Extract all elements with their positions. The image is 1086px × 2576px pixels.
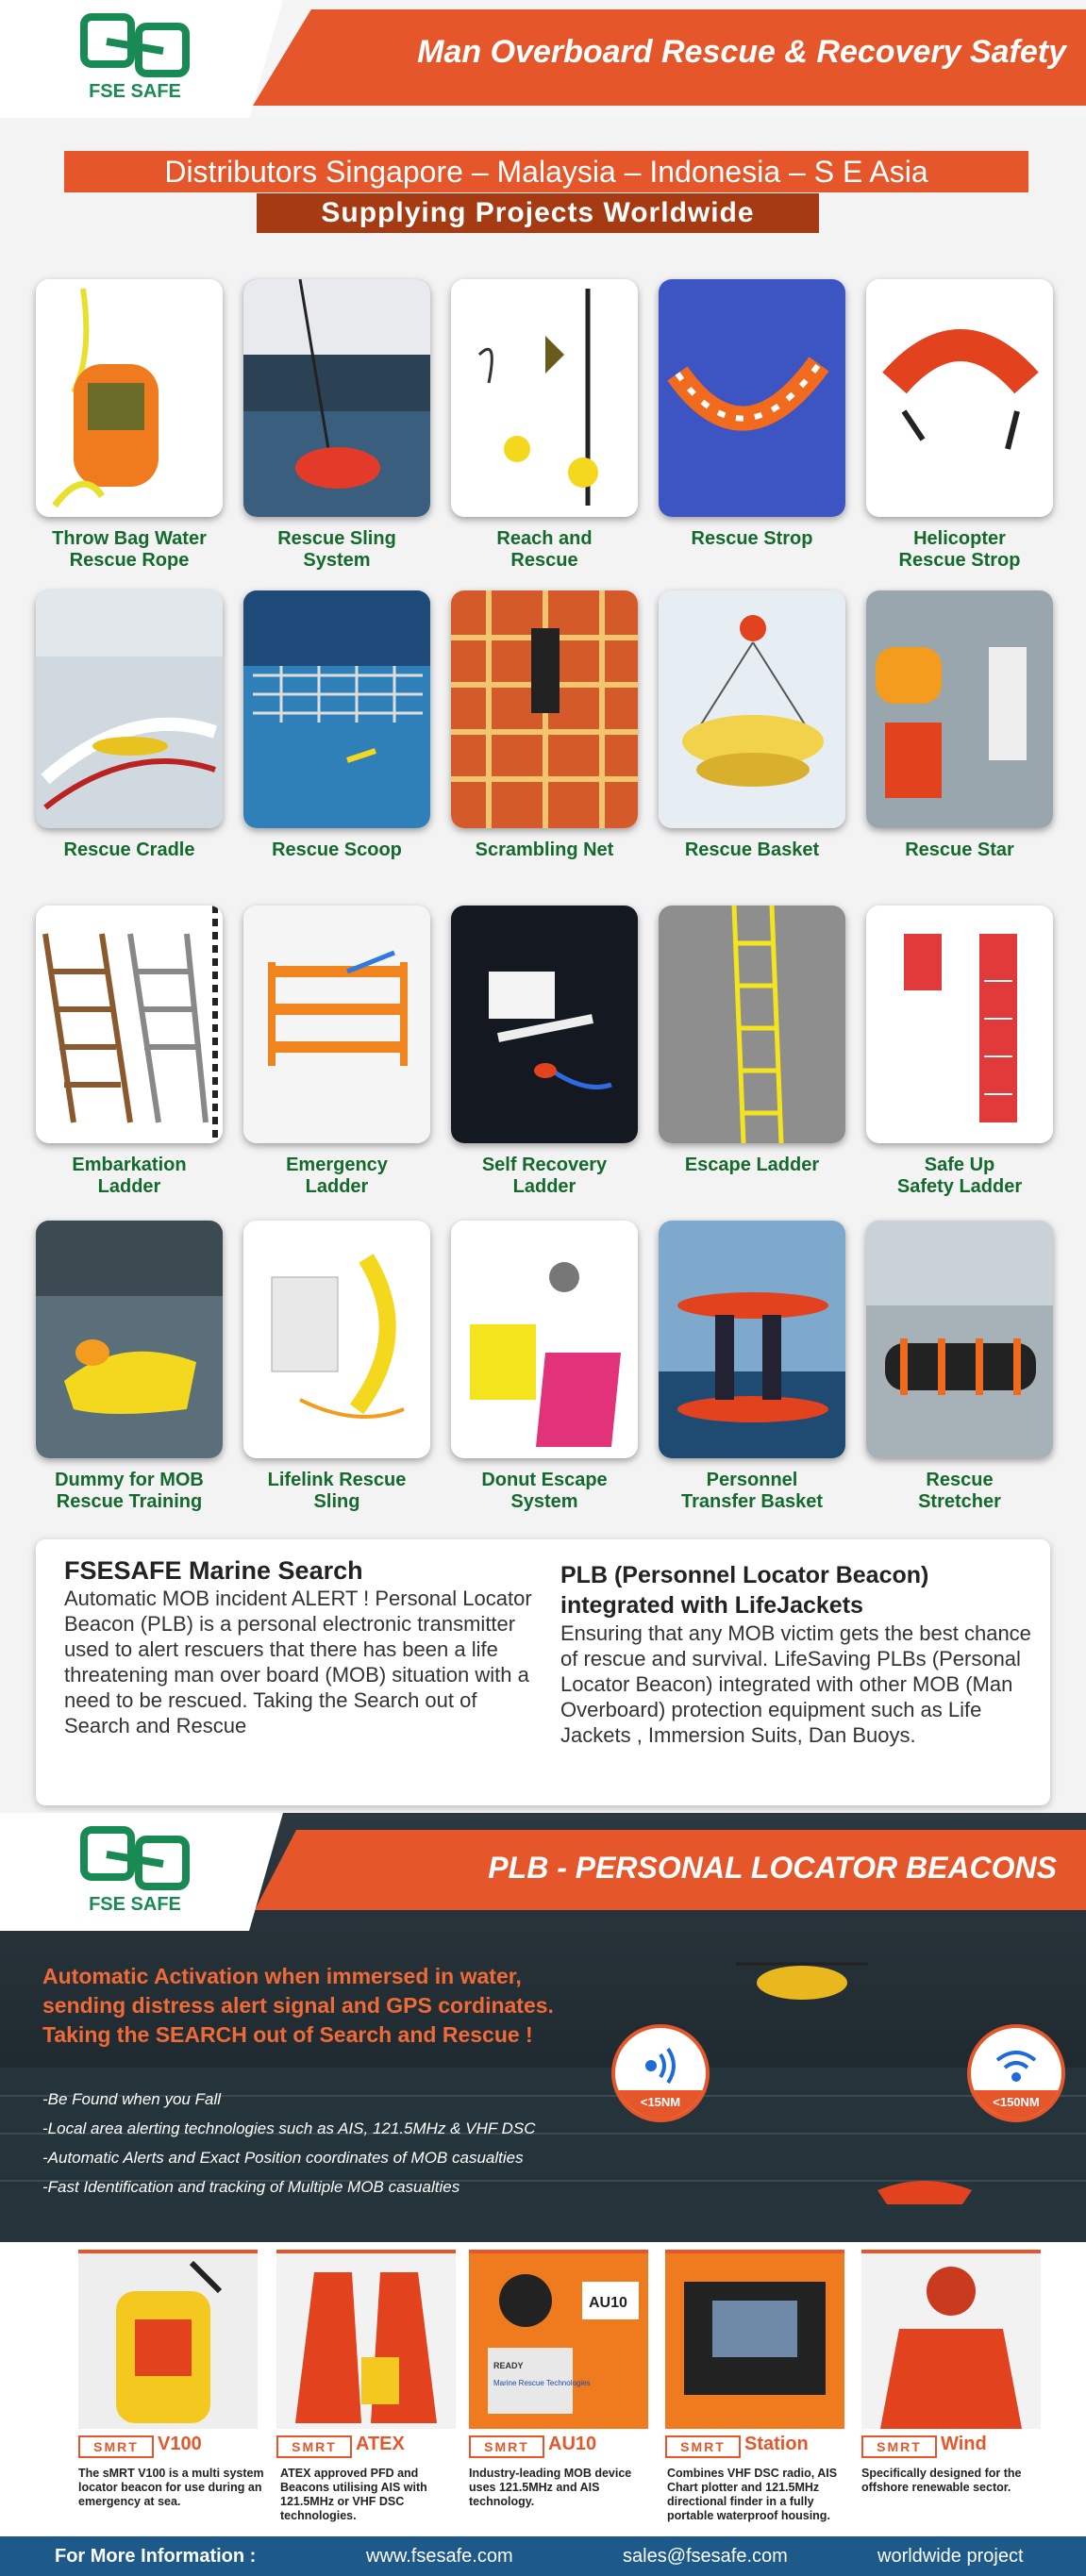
smrt-logo: SMRT xyxy=(861,2435,937,2458)
product-card-rescue-basket[interactable] xyxy=(659,590,845,828)
page-title: Man Overboard Rescue & Recovery Safety xyxy=(417,34,1066,70)
rescue-scoop-image xyxy=(243,590,430,828)
scrambling-net-image xyxy=(451,590,638,828)
caption-rescue-strop: Rescue Strop xyxy=(691,528,813,549)
emergency-ladder-image xyxy=(243,906,430,1143)
embarkation-ladder-image xyxy=(36,906,223,1143)
product-card-emergency-ladder[interactable] xyxy=(243,906,430,1143)
au10-tag-text: AU10 xyxy=(589,2295,627,2311)
bullet-item: -Automatic Alerts and Exact Position coordinates of MOB casualties xyxy=(42,2149,524,2167)
smrt-v100-label xyxy=(78,2435,267,2460)
bullet-item: -Local area alerting technologies such as AIS, 121.5MHz & VHF DSC xyxy=(42,2119,536,2137)
range-badge-short-label: <15NM xyxy=(615,2090,706,2119)
product-card-donut-escape[interactable] xyxy=(451,1221,638,1458)
plb-info-block xyxy=(560,1560,1032,1748)
product-card-scrambling-net[interactable] xyxy=(451,590,638,828)
logo-text: FSE SAFE xyxy=(89,1894,181,1915)
product-card-safe-up-ladder[interactable] xyxy=(866,906,1053,1143)
bullet-item: -Fast Identification and tracking of Multiple MOB casualties xyxy=(42,2178,460,2196)
lifelink-sling-image xyxy=(243,1221,430,1458)
smrt-v100-image[interactable] xyxy=(78,2250,258,2429)
activation-text xyxy=(42,1962,599,2050)
smrt-logo: SMRT xyxy=(276,2435,352,2458)
smrt-station-desc: Combines VHF DSC radio, AIS Chart plotter and 121.5MHz directional finder in a fully portable waterproof housing. xyxy=(667,2467,838,2522)
product-card-rescue-cradle[interactable] xyxy=(36,590,223,828)
caption-scrambling-net: Scrambling Net xyxy=(475,839,614,860)
supplying-banner: Supplying Projects Worldwide xyxy=(257,193,819,233)
product-card-rescue-stretcher[interactable] xyxy=(866,1221,1053,1458)
signal-waves-icon xyxy=(615,2028,706,2094)
caption-self-recovery-ladder: Self Recovery Ladder xyxy=(481,1155,608,1197)
footer-website-link[interactable]: www.fsesafe.com xyxy=(366,2546,513,2567)
caption-throw-bag: Throw Bag Water Rescue Rope xyxy=(52,528,207,571)
product-name: V100 xyxy=(158,2434,202,2454)
caption-embarkation-ladder: Embarkation Ladder xyxy=(72,1155,187,1197)
caption-rescue-sling: Rescue Sling System xyxy=(277,528,396,571)
product-card-throw-bag[interactable] xyxy=(36,279,223,517)
smrt-logo: SMRT xyxy=(665,2435,741,2458)
activation-line-2: sending distress alert signal and GPS cordinates. xyxy=(42,1993,554,2018)
caption-rescue-basket: Rescue Basket xyxy=(684,839,820,860)
plb-bullets xyxy=(42,2085,571,2202)
caption-helicopter-strop: Helicopter Rescue Strop xyxy=(898,528,1021,571)
reach-rescue-image xyxy=(451,279,638,517)
rescue-basket-image xyxy=(659,590,845,828)
caption-escape-ladder: Escape Ladder xyxy=(684,1155,820,1175)
caption-lifelink-sling: Lifelink Rescue Sling xyxy=(267,1470,407,1512)
marine-search-block xyxy=(64,1556,536,1738)
smrt-atex-desc: ATEX approved PFD and Beacons utilising AIS with 121.5MHz or VHF DSC technologies. xyxy=(280,2467,427,2522)
product-card-rescue-strop[interactable] xyxy=(659,279,845,517)
escape-ladder-image xyxy=(659,906,845,1143)
smrt-au10-desc: Industry-leading MOB device uses 121.5MHz and AIS technology. xyxy=(469,2467,632,2508)
smrt-wind-desc: Specifically designed for the offshore renewable sector. xyxy=(861,2467,1022,2494)
logo-text: FSE SAFE xyxy=(89,81,181,102)
au10-ready-text: READY xyxy=(493,2361,524,2370)
personnel-transfer-image xyxy=(659,1221,845,1458)
footer xyxy=(0,2536,1086,2576)
product-name: ATEX xyxy=(356,2434,405,2454)
marine-search-body: Automatic MOB incident ALERT ! Personal Locator Beacon (PLB) is a personal electronic transmitter used to alert rescuers that there has been a life threatening man over board (MOB) situation with a need to be rescued. Taking the Search out of Search and Rescue xyxy=(64,1587,532,1737)
helicopter-strop-image xyxy=(866,279,1053,517)
logo-mark-icon xyxy=(78,1826,192,1892)
smrt-v100-desc: The sMRT V100 is a multi system locator beacon for use during an emergency at sea. xyxy=(78,2467,264,2508)
rescue-stretcher-image xyxy=(866,1221,1053,1458)
plb-info-heading: PLB (Personnel Locator Beacon) integrated with LifeJackets xyxy=(560,1562,929,1619)
product-card-rescue-star[interactable] xyxy=(866,590,1053,828)
smrt-station-image[interactable] xyxy=(665,2250,844,2429)
range-badge-long-label: <150NM xyxy=(971,2090,1061,2119)
plb-info-body: Ensuring that any MOB victim gets the best chance of rescue and survival. LifeSaving PLBs (Personal Locator Beacon) integrated with other MOB (Man Overboard) protection equipment such as Life Jackets , Immersion Suits, Dan Buoys. xyxy=(560,1621,1031,1747)
smrt-au10-image[interactable] xyxy=(469,2250,648,2429)
smrt-atex-image[interactable] xyxy=(276,2250,456,2429)
caption-rescue-cradle: Rescue Cradle xyxy=(63,839,195,860)
footer-more-info: For More Information : xyxy=(55,2546,257,2567)
throw-bag-image xyxy=(36,279,223,517)
wifi-signal-icon xyxy=(971,2028,1061,2094)
caption-rescue-star: Rescue Star xyxy=(905,839,1014,860)
footer-worldwide: worldwide project xyxy=(877,2546,1024,2567)
caption-reach-rescue: Reach and Rescue xyxy=(496,528,593,571)
smrt-wind-label xyxy=(861,2435,1050,2460)
atex-vest-image xyxy=(276,2253,456,2429)
smrt-wind-image[interactable] xyxy=(861,2250,1041,2429)
caption-rescue-stretcher: Rescue Stretcher xyxy=(918,1470,1001,1512)
activation-line-1: Automatic Activation when immersed in water, xyxy=(42,1964,522,1988)
product-card-embarkation-ladder[interactable] xyxy=(36,906,223,1143)
product-name: Station xyxy=(744,2434,809,2454)
info-box xyxy=(36,1539,1050,1805)
product-name: Wind xyxy=(941,2434,987,2454)
marine-search-heading: FSESAFE Marine Search xyxy=(64,1556,363,1585)
footer-email-link[interactable]: sales@fsesafe.com xyxy=(623,2546,788,2567)
product-card-rescue-sling[interactable] xyxy=(243,279,430,517)
station-case-image xyxy=(665,2253,844,2429)
distributors-banner: Distributors Singapore – Malaysia – Indonesia – S E Asia xyxy=(64,151,1028,192)
rescue-star-image xyxy=(866,590,1053,828)
product-card-lifelink-sling[interactable] xyxy=(243,1221,430,1458)
product-card-rescue-scoop[interactable] xyxy=(243,590,430,828)
smrt-atex-label xyxy=(276,2435,465,2460)
v100-device-image xyxy=(78,2253,258,2429)
dummy-mob-image xyxy=(36,1221,223,1458)
caption-safe-up-ladder: Safe Up Safety Ladder xyxy=(896,1155,1023,1197)
rescue-strop-image xyxy=(659,279,845,517)
safe-up-ladder-image xyxy=(866,906,1053,1143)
product-card-self-recovery-ladder[interactable] xyxy=(451,906,638,1143)
au10-device-image xyxy=(469,2253,648,2429)
caption-dummy-mob: Dummy for MOB Rescue Training xyxy=(55,1470,204,1512)
caption-emergency-ladder: Emergency Ladder xyxy=(286,1155,388,1197)
product-card-dummy-mob[interactable] xyxy=(36,1221,223,1458)
donut-escape-image xyxy=(451,1221,638,1458)
fse-safe-logo[interactable] xyxy=(74,13,196,112)
plb-fse-safe-logo[interactable] xyxy=(74,1826,196,1925)
product-card-helicopter-strop[interactable] xyxy=(866,279,1053,517)
product-card-escape-ladder[interactable] xyxy=(659,906,845,1143)
range-badge-short xyxy=(611,2024,710,2122)
bullet-item: -Be Found when you Fall xyxy=(42,2090,221,2108)
caption-personnel-transfer: Personnel Transfer Basket xyxy=(680,1470,824,1512)
smrt-station-label xyxy=(665,2435,854,2460)
wind-suit-image xyxy=(861,2253,1041,2429)
au10-brand-text: Marine Rescue Technologies xyxy=(493,2379,591,2387)
range-badge-long xyxy=(967,2024,1065,2122)
self-recovery-ladder-image xyxy=(451,906,638,1143)
caption-donut-escape: Donut Escape System xyxy=(481,1470,608,1512)
plb-title: PLB - PERSONAL LOCATOR BEACONS xyxy=(488,1851,1057,1885)
product-card-reach-rescue[interactable] xyxy=(451,279,638,517)
smrt-logo: SMRT xyxy=(78,2435,154,2458)
smrt-logo: SMRT xyxy=(469,2435,544,2458)
page-header xyxy=(0,0,1086,118)
caption-rescue-scoop: Rescue Scoop xyxy=(272,839,402,860)
rescue-cradle-image xyxy=(36,590,223,828)
smrt-au10-label xyxy=(469,2435,658,2460)
product-name: AU10 xyxy=(548,2434,597,2454)
rescue-sling-image xyxy=(243,279,430,517)
product-card-personnel-transfer[interactable] xyxy=(659,1221,845,1458)
activation-line-3: Taking the SEARCH out of Search and Rescue ! xyxy=(42,2022,533,2047)
logo-mark-icon xyxy=(78,13,192,79)
